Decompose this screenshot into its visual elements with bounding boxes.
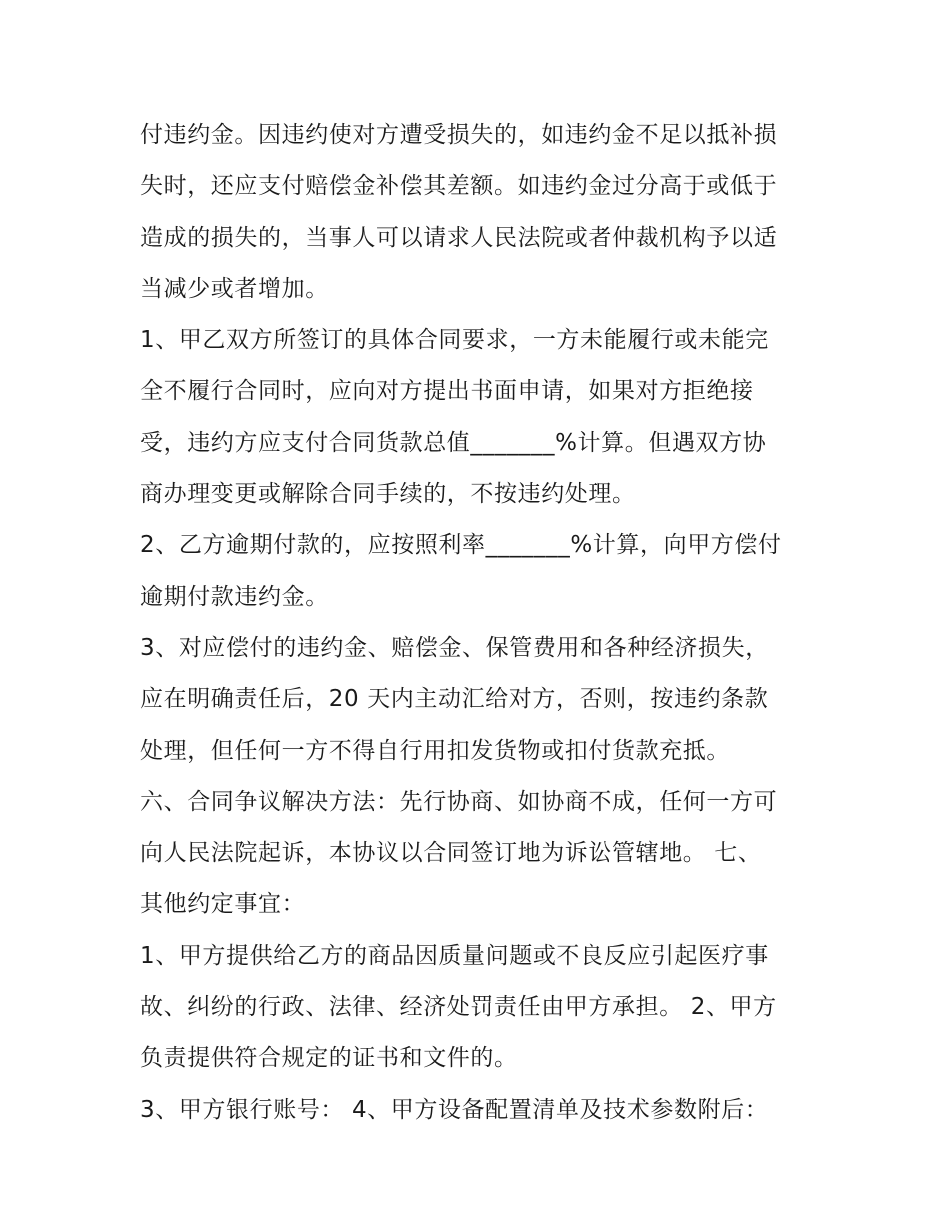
- text-line: 故、纠纷的行政、法律、经济处罚责任由甲方承担。 2、甲方: [140, 994, 777, 1021]
- text-line: 1、甲方提供给乙方的商品因质量问题或不良反应引起医疗事: [140, 942, 769, 969]
- text-line: 付违约金。因违约使对方遭受损失的，如违约金不足以抵补损: [140, 122, 778, 148]
- text-line: 商办理变更或解除合同手续的，不按违约处理。: [140, 481, 636, 508]
- text-line: 3、甲方银行账号： 4、甲方设备配置清单及技术参数附后：: [140, 1096, 769, 1123]
- text-line: 造成的损失的，当事人可以请求人民法院或者仲裁机构予以适: [140, 224, 778, 251]
- text-line: 失时，还应支付赔偿金补偿其差额。如违约金过分高于或低于: [140, 173, 778, 200]
- text-line: 全不履行合同时，应向对方提出书面申请，如果对方拒绝接: [140, 378, 754, 405]
- text-line: 逾期付款违约金。: [140, 583, 329, 610]
- text-line: 当减少或者增加。: [140, 275, 329, 302]
- text-line: 2、乙方逾期付款的，应按照利率_______%计算，向甲方偿付: [140, 532, 782, 559]
- text-line: 向人民法院起诉，本协议以合同签订地为诉讼管辖地。 七、: [140, 840, 762, 867]
- text-line: 3、对应偿付的违约金、赔偿金、保管费用和各种经济损失，: [140, 634, 769, 661]
- text-line: 1、甲乙双方所签订的具体合同要求，一方未能履行或未能完: [140, 327, 769, 354]
- text-line: 受，违约方应支付合同货款总值_______%计算。但遇双方协: [140, 429, 767, 456]
- text-line: 负责提供符合规定的证书和文件的。: [140, 1045, 518, 1072]
- text-line: 应在明确责任后，20 天内主动汇给对方，否则，按违约条款: [140, 686, 769, 713]
- text-line: 六、合同争议解决方法：先行协商、如协商不成，任何一方可: [140, 788, 778, 815]
- contract-text-body: [140, 110, 830, 1136]
- text-line: 处理，但任何一方不得自行用扣发货物或扣付货款充抵。: [140, 737, 730, 764]
- text-line: 其他约定事宜：: [140, 891, 306, 918]
